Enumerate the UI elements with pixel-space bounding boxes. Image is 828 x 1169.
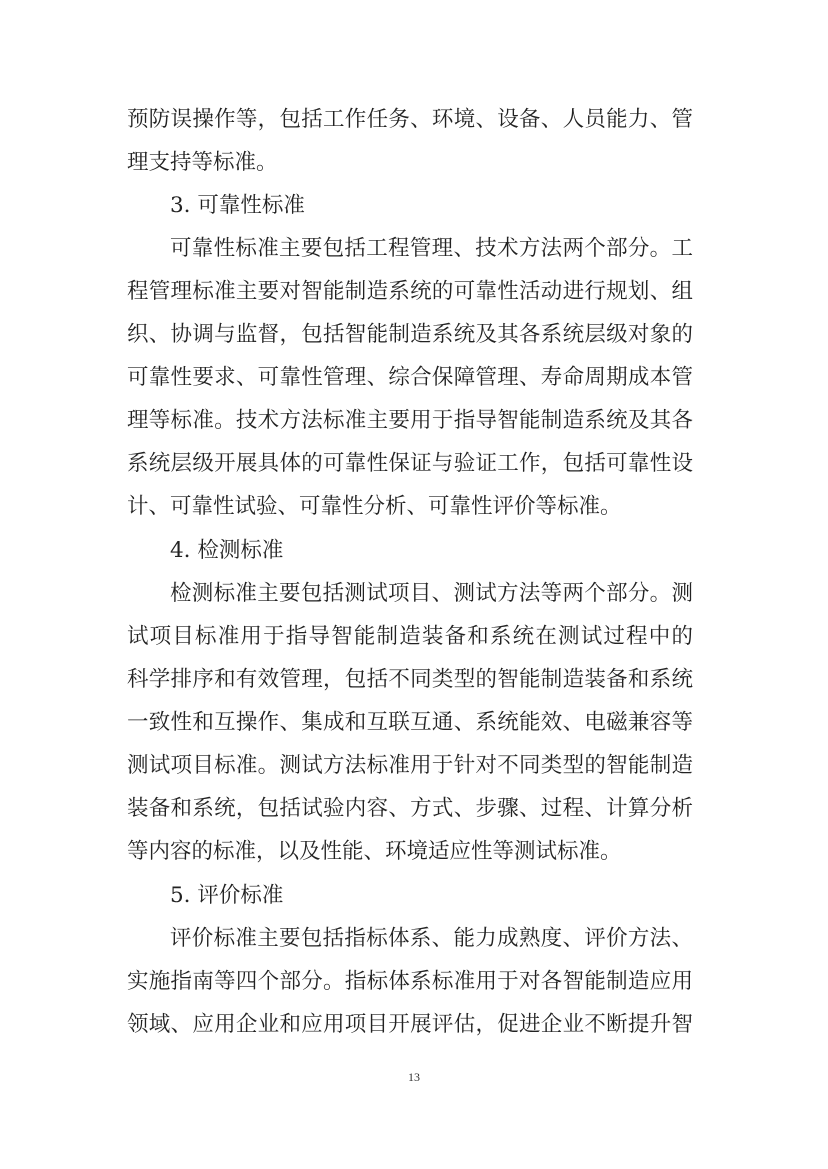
body-line: 可靠性要求、可靠性管理、综合保障管理、寿命周期成本管 [127, 365, 693, 390]
body-line: 领域、应用企业和应用项目开展评估，促进企业不断提升智 [127, 1012, 693, 1037]
body-line: 可靠性标准主要包括工程管理、技术方法两个部分。工 [170, 236, 693, 261]
body-line: 等内容的标准，以及性能、环境适应性等测试标准。 [127, 839, 622, 864]
body-line: 检测标准主要包括测试项目、测试方法等两个部分。测 [170, 581, 693, 606]
body-line: 预防误操作等，包括工作任务、环境、设备、人员能力、管 [127, 107, 693, 132]
section-heading: 4. 检测标准 [170, 538, 284, 563]
body-line: 理等标准。技术方法标准主要用于指导智能制造系统及其各 [127, 408, 693, 433]
body-line: 程管理标准主要对智能制造系统的可靠性活动进行规划、组 [127, 279, 693, 304]
body-line: 实施指南等四个部分。指标体系标准用于对各智能制造应用 [127, 969, 693, 994]
body-line: 计、可靠性试验、可靠性分析、可靠性评价等标准。 [127, 494, 622, 519]
body-line: 装备和系统，包括试验内容、方式、步骤、过程、计算分析 [127, 796, 693, 821]
body-line: 一致性和互操作、集成和互联互通、系统能效、电磁兼容等 [127, 710, 693, 735]
body-line: 理支持等标准。 [127, 150, 278, 175]
page-number: 13 [408, 1070, 420, 1084]
body-line: 织、协调与监督，包括智能制造系统及其各系统层级对象的 [127, 322, 693, 347]
body-line: 测试项目标准。测试方法标准用于针对不同类型的智能制造 [127, 753, 693, 778]
section-heading: 5. 评价标准 [170, 883, 284, 908]
body-line: 系统层级开展具体的可靠性保证与验证工作，包括可靠性设 [127, 451, 693, 476]
body-line: 评价标准主要包括指标体系、能力成熟度、评价方法、 [170, 926, 693, 951]
body-line: 科学排序和有效管理，包括不同类型的智能制造装备和系统 [127, 667, 693, 692]
body-line: 试项目标准用于指导智能制造装备和系统在测试过程中的 [127, 624, 693, 649]
section-heading: 3. 可靠性标准 [170, 193, 305, 218]
